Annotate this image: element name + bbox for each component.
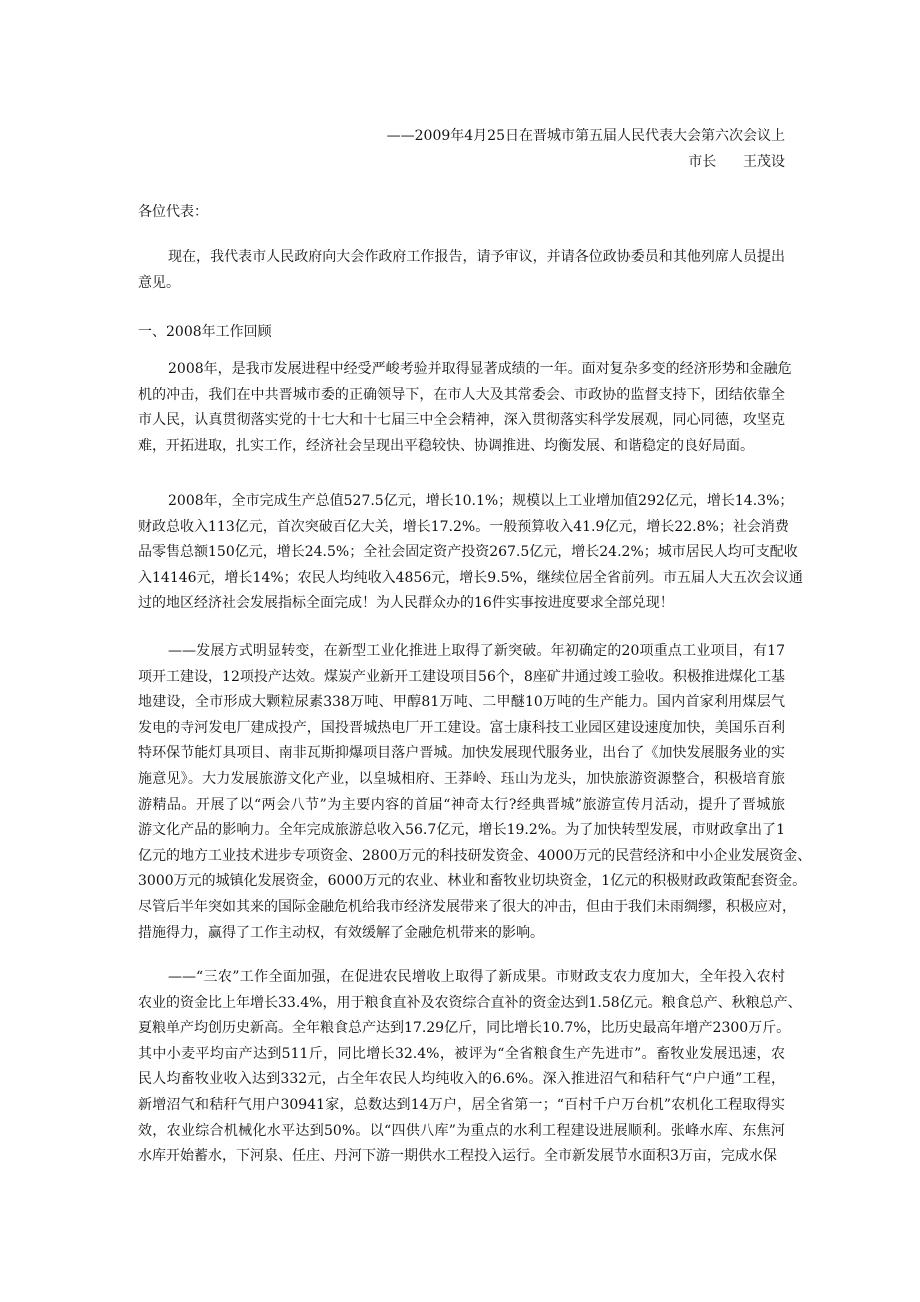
paragraph-line: 新增沼气和秸秆气用户30941家，总数达到14万户，居全省第一；“百村千户万台机”农机化工程取得实 [138,1096,785,1113]
paragraph-line: 项开工建设，12项投产达效。煤炭产业新开工建设项目56个，8座矿井通过竣工验收。积极推进煤化工基 [138,668,785,685]
salutation [138,200,785,226]
paragraph-line: 夏粮单产均创历史新高。全年粮食总产达到17.29亿斤，同比增长10.7%，比历史最高年增产2300万斤。 [138,1020,791,1037]
paragraph-line: 市人民，认真贯彻落实党的十七大和十七届三中全会精神，深入贯彻落实科学发展观，同心同德，攻坚克 [138,412,785,429]
paragraph-overview [138,357,792,459]
paragraph-line: 施意见》。大力发展旅游文化产业，以皇城相府、王莽岭、珏山为龙头，加快旅游资源整合，积极培育旅 [138,770,785,787]
intro-paragraph [138,245,785,296]
paragraph-agriculture [138,965,802,1170]
paragraph-line: 游精品。开展了以“两会八节”为主要内容的首届“神奇太行?经典晋城”旅游宣传月活动，提升了晋城旅 [138,796,785,813]
section-heading-text: 一、2008年工作回顾 [138,324,272,340]
speaker-title: 市长 [688,153,717,170]
paragraph-line: 财政总收入113亿元，首次突破百亿大关，增长17.2%。一般预算收入41.9亿元，增长22.8%；社会消费 [138,518,789,535]
paragraph-line: 入14146元，增长14%；农民人均纯收入4856元，增长9.5%，继续位居全省前列。市五届人大五次会议通 [138,569,803,586]
paragraph-line: 其中小麦平均亩产达到511斤，同比增长32.4%，被评为“全省粮食生产先进市”。畜牧业发展迅速，农 [138,1045,785,1062]
paragraph-line: 过的地区经济社会发展指标全面完成！为人民群众办的16件实事按进度要求全部兑现！ [138,595,674,612]
speaker-line [138,150,785,176]
paragraph-industrialization [138,639,812,946]
paragraph-line: 游文化产品的影响力。全年完成旅游总收入56.7亿元，增长19.2%。为了加快转型发展，市财政拿出了1 [138,822,785,839]
speaker-name: 王茂设 [743,153,785,170]
paragraph-line: 机的冲击，我们在中共晋城市委的正确领导下，在市人大及其常委会、市政协的监督支持下，团结依靠全 [138,386,785,403]
paragraph-line: 农业的资金比上年增长33.4%，用于粮食直补及农资综合直补的资金达到1.58亿元。粮食总产、秋粮总产、 [138,994,802,1011]
paragraph-economic-indicators [138,489,803,617]
salutation-text: 各位代表： [138,204,208,220]
paragraph-line: ——“三农”工作全面加强，在促进农民增收上取得了新成果。市财政支农力度加大，全年投入农村 [168,969,785,985]
paragraph-line: 效，农业综合机械化水平达到50%。以“四供八库”为重点的水利工程建设进展顺利。张峰水库、东焦河 [138,1122,785,1139]
paragraph-line: ——发展方式明显转变，在新型工业化推进上取得了新突破。年初确定的20项重点工业项目，有17 [168,643,785,659]
paragraph-line: 2008年，是我市发展进程中经受严峻考验并取得显著成绩的一年。面对复杂多变的经济形势和金融危 [168,361,792,377]
paragraph-line: 民人均畜牧业收入达到332元，占全年农民人均纯收入的6.6%。深入推进沼气和秸秆气“户户通”工程， [138,1071,785,1088]
section-heading [138,320,785,346]
paragraph-line: 意见。 [138,274,180,291]
paragraph-line: 亿元的地方工业技术进步专项资金、2800万元的科技研发资金、4000万元的民营经济和中小企业发展资金、 [138,847,812,864]
report-header [138,124,785,175]
paragraph-line: 特环保节能灯具项目、南非瓦斯抑爆项目落户晋城。加快发展现代服务业，出台了《加快发展服务业的实 [138,745,785,762]
paragraph-line: 3000万元的城镇化发展资金，6000万元的农业、林业和畜牧业切块资金，1亿元的积极财政政策配套资金。 [138,873,807,890]
paragraph-line: 尽管后半年突如其来的国际金融危机给我市经济发展带来了很大的冲击，但由于我们未雨绸缪，积极应对， [138,898,796,915]
paragraph-line: 现在，我代表市人民政府向大会作政府工作报告，请予审议，并请各位政协委员和其他列席人员提出 [168,249,785,265]
paragraph-line: 品零售总额150亿元，增长24.5%；全社会固定资产投资267.5亿元，增长24.2%；城市居民人均可支配收 [138,544,798,561]
paragraph-line: 措施得力，赢得了工作主动权，有效缓解了金融危机带来的影响。 [138,924,544,941]
paragraph-line: 水库开始蓄水，下河泉、任庄、丹河下游一期供水工程投入运行。全市新发展节水面积3万亩，完成水保 [138,1148,777,1165]
occasion-line: ——2009年4月25日在晋城市第五届人民代表大会第六次会议上 [386,128,785,144]
paragraph-line: 难，开拓进取，扎实工作，经济社会呈现出平稳较快、协调推进、均衡发展、和谐稳定的良好局面。 [138,437,754,454]
paragraph-line: 地建设，全市形成大颗粒尿素338万吨、甲醇81万吨、二甲醚10万吨的生产能力。国内首家利用煤层气 [138,694,785,711]
paragraph-line: 发电的寺河发电厂建成投产，国投晋城热电厂开工建设。富士康科技工业园区建设速度加快，美国乐百利 [138,719,785,736]
paragraph-line: 2008年，全市完成生产总值527.5亿元，增长10.1%；规模以上工业增加值292亿元，增长14.3%； [168,493,794,509]
